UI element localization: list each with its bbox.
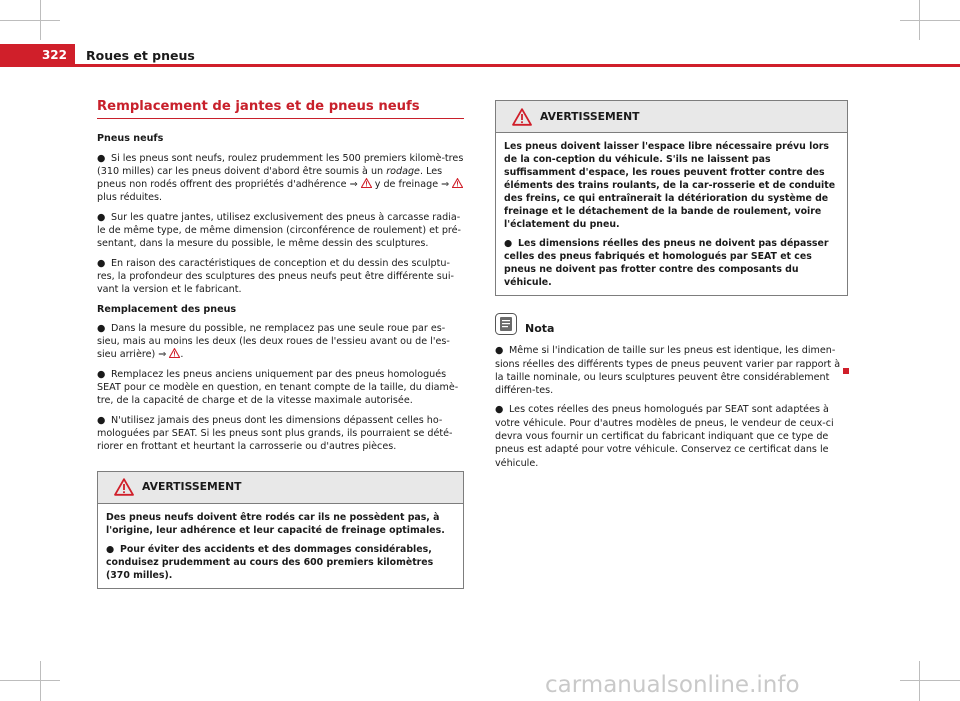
crop-mark: [919, 0, 920, 40]
list-item: ● N'utilisez jamais des pneus dont les dimensions dépassent celles ho-mologuées par SEAT. Si les pneus sont plus grands, ils pourraient se dété-riorer en frottant et heurtant la carrosserie ou d'autres pièces.: [97, 414, 453, 453]
warning-body: [496, 133, 847, 295]
warning-title: AVERTISSEMENT: [142, 480, 242, 494]
list-item: ● Pour éviter des accidents et des dommages considérables, conduisez prudemment au cours des 600 premiers kilomètres (370 milles).: [106, 543, 434, 581]
warning-icon: [114, 478, 134, 496]
crop-mark: [919, 661, 920, 701]
note-header: [495, 312, 848, 335]
left-column: [97, 100, 464, 589]
header-rule: [0, 64, 960, 67]
warning-text: Les pneus doivent laisser l'espace libre nécessaire prévu lors de la con-ception du véhicule. S'ils ne laissent pas suffisamment d'espace, les roues peuvent frotter contre des éléments des trains roulants, de la car-rosserie et de conduite des freins, ce qui entraînerait la détérioration du système de freinage et le détachement de la bande de roulement, voire l'éclatement du pneu.: [504, 141, 836, 230]
note-icon: [495, 313, 517, 335]
list-item: ● Les dimensions réelles des pneus ne doivent pas dépasser celles des pneus fabriqués et homologués par SEAT et ces pneus ne doivent pas frotter contre des composants du véhicule.: [504, 238, 829, 288]
bullet: ●: [97, 211, 106, 223]
crop-mark: [0, 20, 60, 21]
crop-mark: [40, 661, 41, 701]
list-item: ● Si les pneus sont neufs, roulez prudemment les 500 premiers kilomè-tres (310 milles) car les pneus doivent d'abord être soumis à un rodage. Les pneus non rodés offrent des propriétés d'adhérence ⇒ y de freinage ⇒ plus réduites.: [97, 152, 464, 204]
warning-icon[interactable]: [361, 178, 372, 188]
warning-text: Des pneus neufs doivent être rodés car ils ne possèdent pas, à l'origine, leur adhérence et leur capacité de freinage optimales.: [106, 511, 445, 536]
warning-box: [495, 100, 848, 296]
warning-body: [98, 504, 463, 588]
bullet: ●: [97, 368, 106, 380]
list-item: ● Remplacez les pneus anciens uniquement par des pneus homologués SEAT pour ce modèle en question, en tenant compte de la taille, du diamè-tre, de la capacité de charge et de la vitesse maximale autorisée.: [97, 368, 459, 407]
section-end-marker: [843, 368, 849, 374]
bullet: ●: [106, 543, 115, 555]
subheading-new-tyres: Pneus neufs: [97, 133, 164, 145]
subheading-replacement: Remplacement des pneus: [97, 303, 237, 315]
warning-icon[interactable]: [169, 348, 180, 358]
watermark: carmanualsonline.info: [545, 672, 800, 698]
list-item: ● Sur les quatre jantes, utilisez exclusivement des pneus à carcasse radia-le de même type, de même dimension (circonférence de roulement) et pré-sentant, dans la mesure du possible, le même dessin des sculptures.: [97, 211, 462, 250]
section-title: Remplacement de jantes et de pneus neufs: [97, 100, 464, 119]
crop-mark: [0, 680, 60, 681]
list-item: ● Même si l'indication de taille sur les pneus est identique, les dimen-sions réelles des différents types de pneus peuvent varier par rapport à la taille nominale, ou leurs sculptures peuvent être considérablement différen-tes.: [495, 345, 841, 397]
warning-icon[interactable]: [452, 178, 463, 188]
bullet: ●: [97, 414, 106, 426]
crop-mark: [900, 680, 960, 681]
list-item: ● Les cotes réelles des pneus homologués par SEAT sont adaptées à votre véhicule. Pour d'autres modèles de pneus, le vendeur de ceux-ci devra vous fournir un certificat du fabricant indiquant que ce type de pneus est adapté pour votre véhicule. Conservez ce certificat dans le véhicule.: [495, 404, 834, 469]
chapter-title: Roues et pneus: [86, 48, 195, 63]
bullet: ●: [97, 322, 106, 334]
list-item: ● Dans la mesure du possible, ne remplacez pas une seule roue par es-sieu, mais au moins les deux (les deux roues de l'essieu avant ou de l'es-sieu arrière) ⇒ .: [97, 322, 450, 361]
right-column: [495, 100, 848, 476]
bullet: ●: [495, 345, 504, 357]
page-number: 322: [0, 44, 75, 67]
bullet: ●: [97, 152, 106, 164]
bullet: ●: [495, 404, 504, 416]
bullet: ●: [504, 238, 513, 249]
crop-mark: [900, 20, 960, 21]
note-title: Nota: [525, 322, 555, 335]
warning-box: [97, 471, 464, 589]
crop-mark: [40, 0, 41, 40]
warning-title: AVERTISSEMENT: [540, 109, 640, 123]
list-item: ● En raison des caractéristiques de conception et du dessin des sculptu-res, la profondeur des sculptures des pneus neufs peut être différente sui-vant la version et le fabricant.: [97, 257, 454, 296]
warning-header: [496, 101, 847, 133]
warning-header: [98, 472, 463, 504]
warning-icon: [512, 108, 532, 126]
bullet: ●: [97, 257, 106, 269]
